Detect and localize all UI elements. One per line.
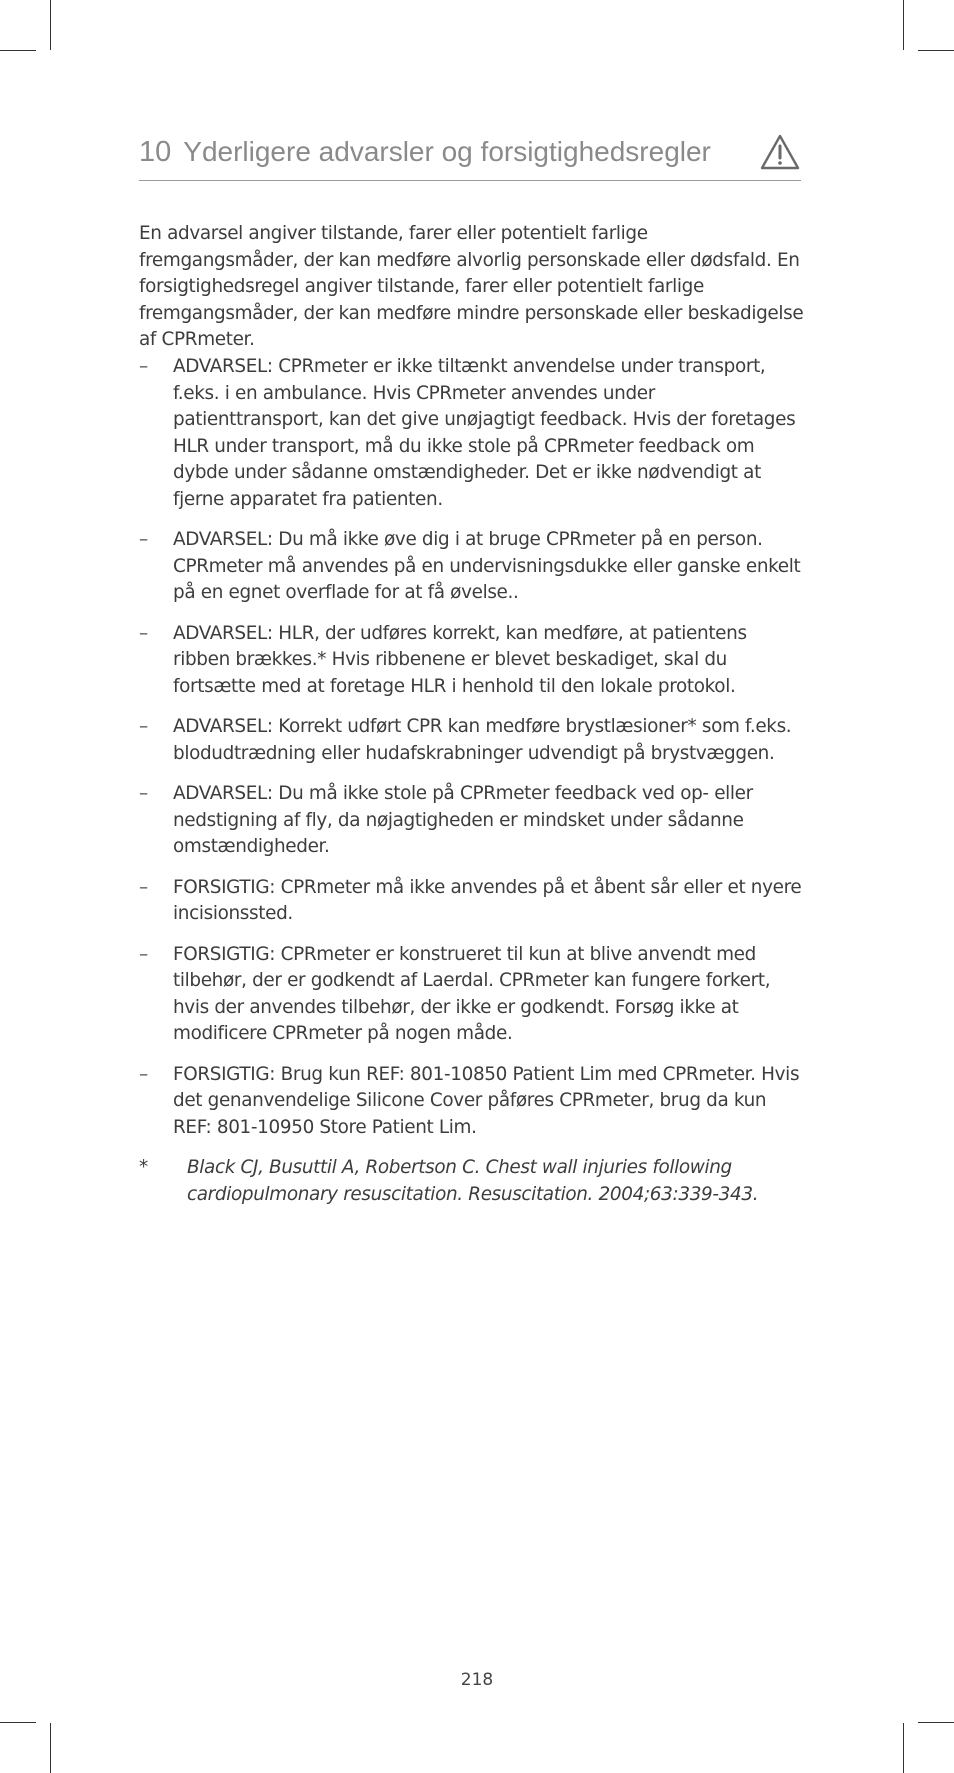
list-dash: –: [139, 876, 148, 898]
footnote-text: Black CJ, Busuttil A, Robertson C. Chest wall injuries following cardiopulmonary resuscitation. Resuscitation. 2004;63:339-343.: [187, 1157, 759, 1205]
warning-triangle-icon: [759, 133, 801, 171]
list-item-text: FORSIGTIG: Brug kun REF: 801-10850 Patient Lim med CPRmeter. Hvis det genanvendelige Silicone Cover påføres CPRmeter, brug da kun REF: 801-10950 Store Patient Lim.: [173, 1063, 800, 1138]
list-dash: –: [139, 1063, 148, 1085]
list-dash: –: [139, 529, 148, 550]
footnote-marker: *: [139, 1157, 148, 1178]
crop-mark: [918, 1722, 954, 1723]
warning-list: [139, 354, 809, 1208]
list-item-text: ADVARSEL: CPRmeter er ikke tiltænkt anvendelse under transport, f.eks. i en ambulance. Hvis CPRmeter anvendes under patienttransport, kan det give unøjagtigt feedback. Hvis der foretages HLR under transport, må du ikke stole på CPRmeter feedback om dybde under sådanne omstændigheder. Det er ikke nødvendigt at fjerne apparatet fra patienten.: [173, 356, 796, 510]
list-item-text: ADVARSEL: Korrekt udført CPR kan medføre brystlæsioner* som f.eks. blodudtrædning eller hudafskrabninger udvendigt på brystvæggen.: [173, 716, 792, 764]
crop-mark: [50, 1723, 51, 1773]
list-item-text: ADVARSEL: HLR, der udføres korrekt, kan medføre, at patientens ribben brækkes.* Hvis ribbenene er blevet beskadiget, skal du fortsætte med at foretage HLR i henhold til den lokale protokol.: [173, 622, 747, 697]
list-item: [139, 942, 809, 1048]
list-item-text: FORSIGTIG: CPRmeter er konstrueret til kun at blive anvendt med tilbehør, der er godkendt af Laerdal. CPRmeter kan fungere forkert, hvis der anvendes tilbehør, der ikke er godkendt. Forsøg ikke at modificere CPRmeter på nogen måde.: [173, 943, 771, 1044]
crop-mark: [0, 1722, 36, 1723]
crop-mark: [50, 0, 51, 50]
list-dash: –: [139, 716, 148, 737]
list-dash: –: [139, 943, 148, 965]
list-item-text: ADVARSEL: Du må ikke stole på CPRmeter feedback ved op- eller nedstigning af fly, da nøjagtigheden er mindsket under sådanne omstændigheder.: [173, 783, 753, 857]
list-dash: –: [139, 783, 148, 804]
list-item: [139, 354, 809, 513]
list-item: [139, 714, 809, 767]
list-dash: –: [139, 356, 148, 377]
page-title: [139, 130, 801, 181]
list-item-text: ADVARSEL: Du må ikke øve dig i at bruge CPRmeter på en person. CPRmeter må anvendes på en undervisningsdukke eller ganske enkelt på en egnet overflade for at få øvelse..: [173, 529, 801, 603]
crop-mark: [918, 50, 954, 51]
list-item: [139, 875, 809, 928]
list-item: [139, 1062, 809, 1142]
crop-mark: [0, 50, 36, 51]
list-item-text: FORSIGTIG: CPRmeter må ikke anvendes på et åbent sår eller et nyere incisionssted.: [173, 876, 802, 924]
crop-mark: [903, 0, 904, 50]
list-item: [139, 621, 809, 701]
list-item: [139, 781, 809, 861]
crop-mark: [903, 1723, 904, 1773]
list-dash: –: [139, 622, 148, 644]
list-item: [139, 527, 809, 607]
chapter-number: 10: [139, 136, 172, 168]
footnote: [139, 1155, 809, 1208]
page-number: 218: [460, 1670, 494, 1690]
chapter-title: Yderligere advarsler og forsigtighedsregler: [183, 136, 711, 167]
intro-paragraph: En advarsel angiver tilstande, farer eller potentielt farlige fremgangsmåder, der kan medføre alvorlig personskade eller dødsfald. En forsigtighedsregel angiver tilstande, farer eller potentielt farlige fremgangsmåder, der kan medføre mindre personskade eller beskadigelse af CPRmeter.: [139, 223, 804, 350]
